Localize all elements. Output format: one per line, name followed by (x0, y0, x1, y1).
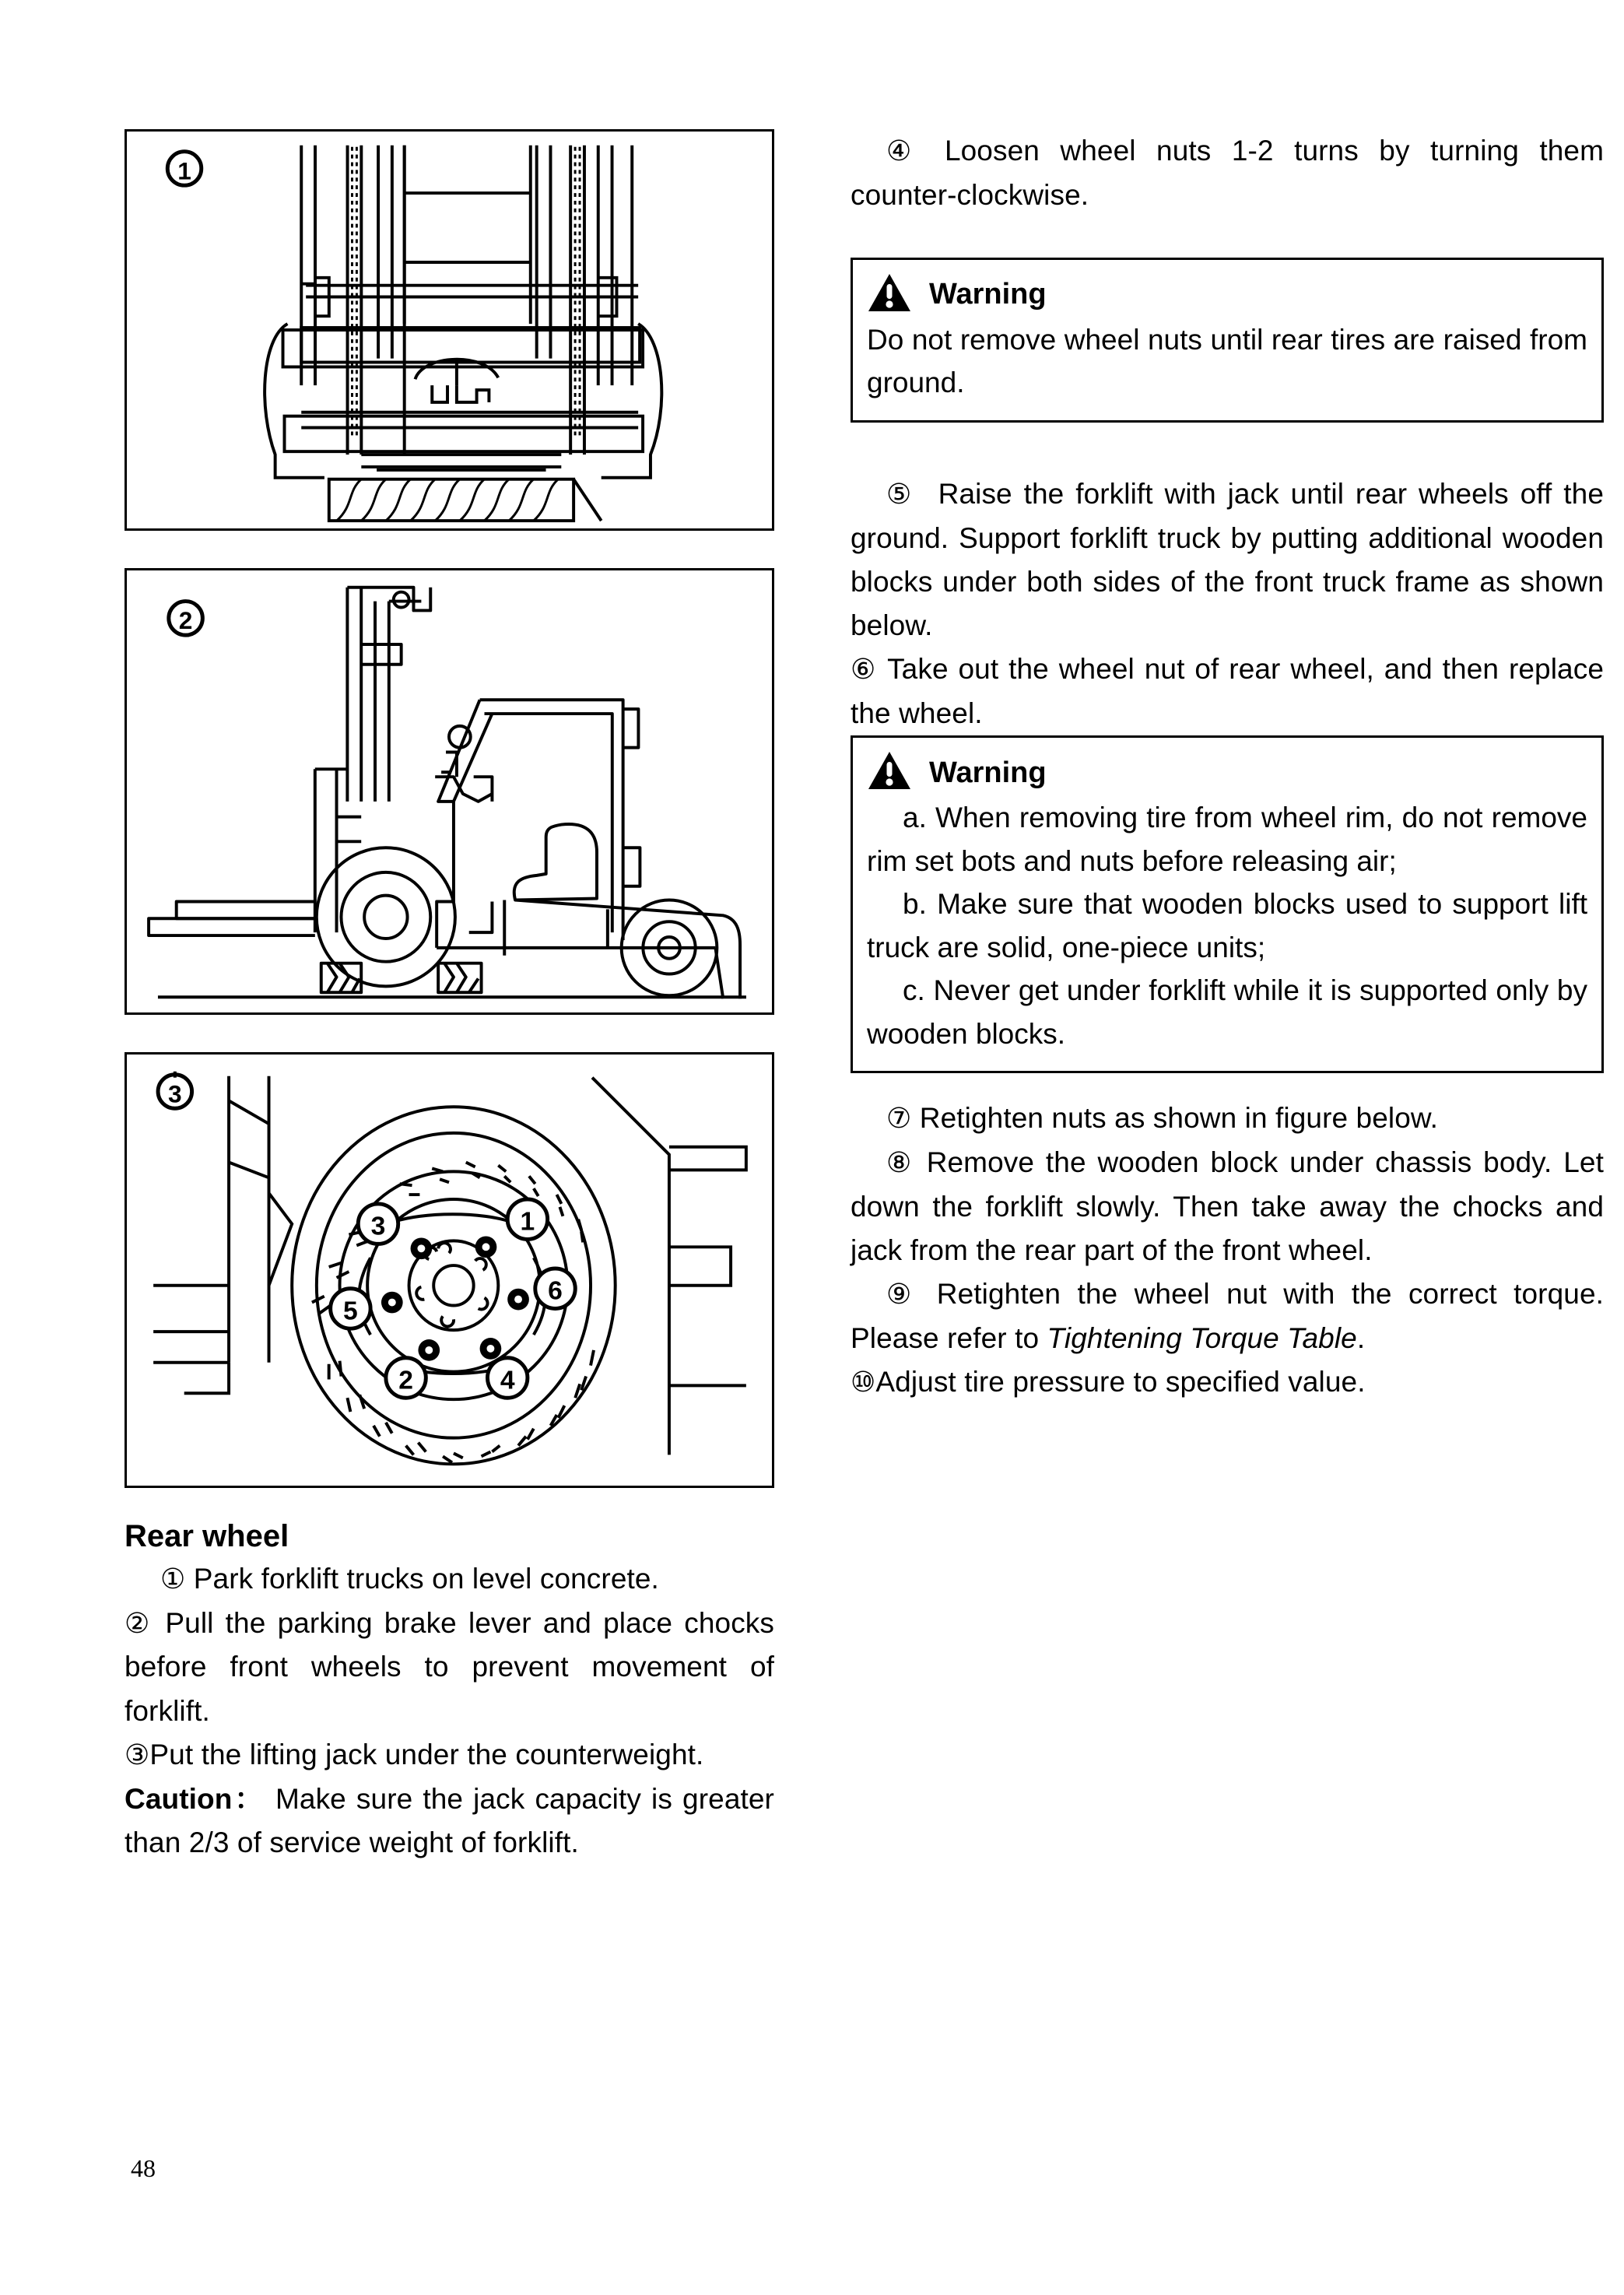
nut-order-3 (358, 1204, 398, 1244)
step-4-text: Loosen wheel nuts 1-2 turns by turning them counter-clockwise. (851, 135, 1604, 211)
figure-3-marker (158, 1072, 192, 1108)
step-9-marker: ⑨ (886, 1279, 921, 1311)
step-7-marker: ⑦ (886, 1103, 912, 1135)
step-1-marker: ① (160, 1563, 186, 1595)
step-3-marker: ③ (125, 1739, 150, 1771)
section-heading-rear-wheel: Rear wheel (125, 1519, 289, 1553)
wheel-nuts (381, 1236, 529, 1360)
caution-label: Caution： (125, 1782, 265, 1815)
nut-order-6 (535, 1269, 575, 1308)
forklift-side-drawing (127, 570, 772, 1012)
warning-box-2 (851, 735, 1604, 1073)
step-10-text: Adjust tire pressure to specified value. (875, 1366, 1366, 1398)
step-2-text: Pull the parking brake lever and place chocks before front wheels to prevent movement of forklift. (125, 1606, 774, 1727)
figure-forklift-mast-front-view (125, 129, 774, 531)
step-10-marker: ⑩ (851, 1367, 876, 1399)
step-4-marker: ④ (886, 135, 924, 167)
svg-text:1: 1 (177, 156, 191, 185)
step-1-text: Park forklift trucks on level concrete. (193, 1563, 659, 1595)
step-2 (125, 1602, 774, 1733)
warning-1-title: Warning (929, 278, 1047, 311)
warning-1-text: Do not remove wheel nuts until rear tires are raised from ground. (867, 323, 1587, 399)
warning-triangle-icon (867, 272, 912, 317)
warning-2-item-b: b. Make sure that wooden blocks used to support lift truck are solid, one-piece units; (867, 888, 1587, 963)
steps-5-6-block (851, 472, 1604, 735)
svg-text:3: 3 (370, 1212, 386, 1241)
svg-text:4: 4 (500, 1366, 515, 1395)
step-4 (851, 129, 1604, 217)
wheel-sequence-drawing (127, 1055, 772, 1486)
left-column (125, 129, 774, 1865)
step-10 (851, 1360, 1604, 1405)
figure-wheel-nut-sequence (125, 1052, 774, 1488)
step-4-block (851, 129, 1604, 217)
step-3-text: Put the lifting jack under the counterweight. (149, 1738, 704, 1770)
step-8-marker: ⑧ (886, 1147, 915, 1180)
nut-order-1 (507, 1199, 547, 1239)
step-7-text: Retighten nuts as shown in figure below. (919, 1102, 1439, 1135)
nut-order-2 (386, 1358, 426, 1398)
warning-2-item-c: c. Never get under forklift while it is supported only by wooden blocks. (867, 974, 1587, 1050)
warning-2-title: Warning (929, 756, 1047, 789)
step-6-marker: ⑥ (851, 654, 878, 686)
svg-text:5: 5 (343, 1297, 358, 1326)
figure-1-marker (167, 152, 201, 185)
step-5-marker: ⑤ (886, 478, 915, 511)
warning-2-body (867, 796, 1587, 1055)
caution-text: Make sure the jack capacity is greater than 2/3 of service weight of forklift. (125, 1782, 774, 1858)
step-5-text: Raise the forklift with jack until rear wheels off the ground. Support forklift truck by putting additional wooden blocks under both sides of the front truck frame as shown below. (851, 477, 1605, 642)
caution-block (125, 1777, 774, 1865)
svg-text:2: 2 (178, 606, 193, 635)
warning-1-header (867, 272, 1587, 317)
svg-text:2: 2 (398, 1366, 413, 1395)
warning-2-item-a: a. When removing tire from wheel rim, do not remove rim set bots and nuts before releasing air; (867, 802, 1587, 877)
steps-7-10-block (851, 1097, 1604, 1405)
svg-text:3: 3 (168, 1079, 182, 1108)
warning-box-1 (851, 258, 1604, 423)
step-2-marker: ② (125, 1607, 154, 1640)
figure-2-marker (169, 602, 203, 636)
page-number: 48 (131, 2154, 156, 2182)
warning-2-header (867, 750, 1587, 795)
warning-triangle-icon (867, 750, 912, 795)
right-column (851, 129, 1604, 1405)
step-9 (851, 1272, 1604, 1360)
step-9-reference: Tightening Torque Table (1047, 1321, 1357, 1354)
svg-text:1: 1 (520, 1207, 535, 1237)
step-9-text-before: Retighten the wheel nut with the correct torque. Please refer to (851, 1278, 1604, 1354)
warning-1-body (867, 318, 1587, 405)
forklift-mast-drawing (127, 132, 772, 528)
svg-text:6: 6 (548, 1276, 563, 1306)
step-7 (851, 1097, 1604, 1141)
step-8 (851, 1141, 1604, 1272)
figure-forklift-side-view (125, 568, 774, 1015)
nut-order-4 (487, 1358, 527, 1398)
step-3 (125, 1733, 774, 1777)
step-5 (851, 472, 1604, 647)
step-1 (125, 1557, 774, 1602)
step-8-text: Remove the wooden block under chassis body. Let down the forklift slowly. Then take away the chocks and jack from the rear part of the front wheel. (851, 1146, 1604, 1266)
nut-order-5 (331, 1289, 370, 1328)
step-6-text: Take out the wheel nut of rear wheel, and then replace the wheel. (851, 653, 1604, 730)
step-6 (851, 647, 1604, 735)
step-9-text-after: . (1356, 1321, 1366, 1354)
rear-wheel-steps (125, 1557, 774, 1865)
